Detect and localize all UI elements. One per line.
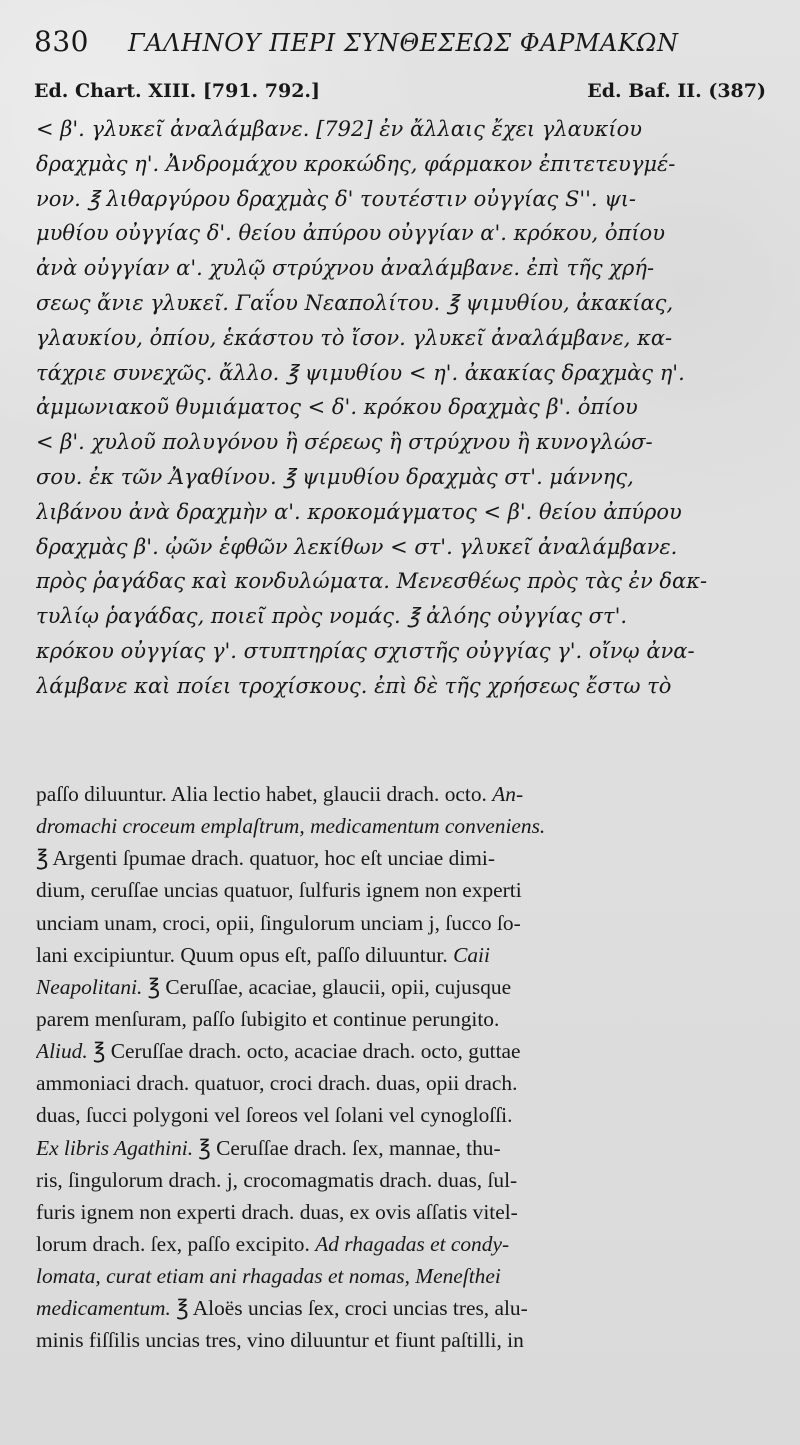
latin-text-line <box>36 778 768 810</box>
latin-text-segment: parem menſuram, paſſo ſubigito et continue perungito. <box>36 1006 500 1031</box>
latin-text-line <box>36 1324 768 1356</box>
latin-text-segment: lani excipiuntur. Quum opus eſt, paſſo diluuntur. <box>36 942 454 967</box>
greek-text-line: δραχμὰς η'. Ἀνδρομάχου κροκώδης, φάρμακον ἐπιτετευγμέ- <box>36 151 676 176</box>
latin-text-line <box>36 907 768 939</box>
latin-text-line <box>36 842 768 874</box>
latin-italic-segment: Aliud. <box>36 1039 88 1064</box>
latin-text-segment: furis ignem non experti drach. duas, ex ovis aſſatis vitel- <box>36 1199 518 1224</box>
latin-text-segment: ℥ Ceruſſae drach. octo, acaciae drach. octo, guttae <box>87 1039 521 1064</box>
latin-text-line <box>36 971 768 1003</box>
greek-text-line: κρόκου οὐγγίας γ'. στυπτηρίας σχιστῆς οὐγγίας γ'. οἴνῳ ἀνα- <box>36 638 695 663</box>
latin-text-segment: ammoniaci drach. quatuor, croci drach. duas, opii drach. <box>36 1071 518 1096</box>
greek-text-line: σου. ἐκ τῶν Ἀγαθίνου. ℥ ψιμυθίου δραχμὰς στ'. μάννης, <box>36 464 634 489</box>
latin-text-segment: dium, ceruſſae uncias quatuor, ſulfuris ignem non experti <box>36 878 522 903</box>
edition-reference-right: Ed. Baf. II. (387) <box>587 80 766 102</box>
greek-text-line: < β'. χυλοῦ πολυγόνου ἢ σέρεως ἢ στρύχνου ἢ κυνογλώσ- <box>36 430 653 455</box>
greek-text-line: λιβάνου ἀνὰ δραχμὴν α'. κροκομάγματος < β'. θείου ἀπύρου <box>36 499 682 524</box>
latin-text-line <box>36 1099 768 1131</box>
latin-italic-segment: dromachi croceum emplaſtrum, medicamentum conveniens. <box>36 814 546 839</box>
greek-text-block <box>36 112 766 704</box>
latin-text-segment: lorum drach. ſex, paſſo excipito. <box>36 1231 316 1256</box>
latin-text-segment: ℥ Ceruſſae, acaciae, glaucii, opii, cujusque <box>142 974 512 999</box>
edition-reference-left: Ed. Chart. XIII. [791. 792.] <box>34 80 321 102</box>
latin-italic-segment: medicamentum. <box>36 1296 171 1321</box>
latin-text-segment: duas, ſucci polygoni vel ſoreos vel ſolani vel cynogloſſi. <box>36 1103 513 1128</box>
latin-text-segment: ris, ſingulorum drach. j, crocomagmatis drach. duas, ſul- <box>36 1167 518 1192</box>
latin-text-segment: ℥ Argenti ſpumae drach. quatuor, hoc eſt unciae dimi- <box>36 846 495 871</box>
latin-text-line <box>36 1067 768 1099</box>
greek-text-line: σεως ἄνιε γλυκεῖ. Γαΐου Νεαπολίτου. ℥ ψιμυθίου, ἀκακίας, <box>36 290 674 315</box>
greek-text-line: πρὸς ῥαγάδας καὶ κονδυλώματα. Μενεσθέως πρὸς τὰς ἐν δακ- <box>36 569 708 594</box>
latin-italic-segment: An- <box>492 782 524 806</box>
latin-translation-block <box>36 778 768 1357</box>
greek-text-line: ἀμμωνιακοῦ θυμιάματος < δ'. κρόκου δραχμὰς β'. ὀπίου <box>36 395 638 420</box>
latin-text-segment: minis fiſſilis uncias tres, vino diluuntur et fiunt paſtilli, in <box>36 1328 524 1353</box>
greek-text-line: δραχμὰς β'. ᾠῶν ἑφθῶν λεκίθων < στ'. γλυκεῖ ἀναλάμβανε. <box>36 534 678 559</box>
greek-text-line: γλαυκίου, ὀπίου, ἑκάστου τὸ ἴσον. γλυκεῖ ἀναλάμβανε, κα- <box>36 325 673 350</box>
latin-italic-segment: Ad rhagadas et condy- <box>315 1231 510 1256</box>
latin-text-line <box>36 1292 768 1324</box>
page-number: 830 <box>34 25 89 58</box>
latin-text-segment: ℥ Ceruſſae drach. ſex, mannae, thu- <box>193 1135 501 1160</box>
latin-text-segment: ℥ Aloës uncias ſex, croci uncias tres, alu- <box>170 1296 528 1321</box>
latin-text-line <box>36 1164 768 1196</box>
latin-text-line <box>36 810 768 842</box>
greek-text-line: τάχριε συνεχῶς. ἄλλο. ℥ ψιμυθίου < η'. ἀκακίας δραχμὰς η'. <box>36 360 685 385</box>
latin-text-segment: unciam unam, croci, opii, ſingulorum unciam j, ſucco ſo- <box>36 910 521 935</box>
latin-text-line <box>36 1003 768 1035</box>
greek-text-line: νον. ℥ λιθαργύρου δραχμὰς δ' τουτέστιν οὐγγίας S''. ψι- <box>36 186 637 211</box>
greek-text-line: ἀνὰ οὐγγίαν α'. χυλῷ στρύχνου ἀναλάμβανε. ἐπὶ τῆς χρή- <box>36 256 655 281</box>
latin-italic-segment: lomata, curat etiam ani rhagadas et nomas, Meneſthei <box>36 1264 501 1289</box>
latin-text-segment: paſſo diluuntur. Alia lectio habet, glaucii drach. octo. <box>36 782 493 806</box>
latin-text-line <box>36 939 768 971</box>
latin-italic-segment: Neapolitani. <box>36 974 143 999</box>
latin-text-line <box>36 1228 768 1260</box>
latin-text-line <box>36 1035 768 1067</box>
latin-italic-segment: Ex libris Agathini. <box>36 1135 194 1160</box>
greek-text-line: λάμβανε καὶ ποίει τροχίσκους. ἐπὶ δὲ τῆς χρήσεως ἔστω τὸ <box>36 673 672 698</box>
running-title: ΓΑΛΗΝΟΥ ΠΕΡΙ ΣΥΝΘΕΣΕΩΣ ΦΑΡΜΑΚΩΝ <box>128 29 679 57</box>
page-header <box>34 26 764 70</box>
latin-text-line <box>36 1196 768 1228</box>
greek-text-line: μυθίου οὐγγίας δ'. θείου ἀπύρου οὐγγίαν α'. κρόκου, ὀπίου <box>36 221 665 246</box>
greek-text-line: < β'. γλυκεῖ ἀναλάμβανε. [792] ἐν ἄλλαις ἔχει γλαυκίου <box>36 117 642 141</box>
latin-text-line <box>36 1132 768 1164</box>
latin-text-line <box>36 1260 768 1292</box>
latin-text-line <box>36 874 768 906</box>
latin-italic-segment: Caii <box>453 942 490 967</box>
greek-text-line: τυλίῳ ῥαγάδας, ποιεῖ πρὸς νομάς. ℥ ἀλόης οὐγγίας στ'. <box>36 604 628 629</box>
